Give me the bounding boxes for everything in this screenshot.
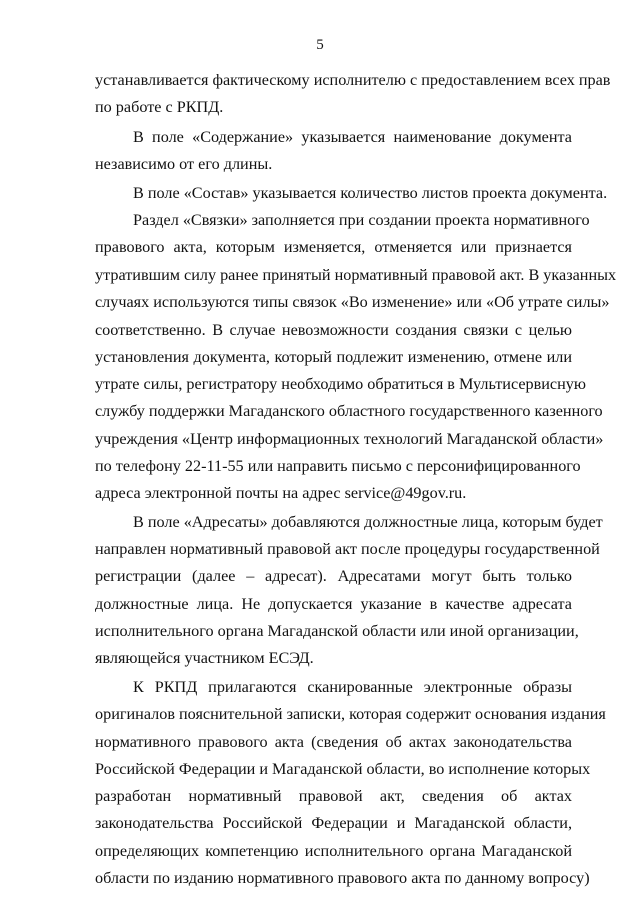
text-line: независимо от его длины. <box>95 155 273 173</box>
text-line: направлен нормативный правовой акт после процедуры государственной <box>95 540 600 558</box>
text-line: должностные лица. Не допускается указание в качестве адресата <box>95 595 572 613</box>
text-line: случаях используются типы связок «Во изменение» или «Об утрате силы» <box>95 293 610 311</box>
text-line: области по изданию нормативного правового акта по данному вопросу) <box>95 869 590 887</box>
text-line: установления документа, который подлежит изменению, отмене или <box>95 348 572 366</box>
text-line: учреждения «Центр информационных технологий Магаданской области» <box>95 430 604 448</box>
text-line: службу поддержки Магаданского областного государственного казенного <box>95 402 603 420</box>
text-line: Российской Федерации и Магаданской области, во исполнение которых <box>95 760 591 778</box>
text-line: устанавливается фактическому исполнителю с предоставлением всех прав <box>95 71 611 89</box>
text-line: законодательства Российской Федерации и Магаданской области, <box>95 814 572 832</box>
text-line: являющейся участником ЕСЭД. <box>95 649 314 667</box>
page-number: 5 <box>316 37 324 53</box>
text-line: адреса электронной почты на адрес service@49gov.ru. <box>95 484 467 502</box>
text-line: утратившим силу ранее принятый нормативный правовой акт. В указанных <box>95 266 617 284</box>
paragraph-first-line: В поле «Адресаты» добавляются должностные лица, которым будет <box>133 513 603 531</box>
paragraph-first-line: В поле «Состав» указывается количество листов проекта документа. <box>133 184 608 202</box>
text-line: исполнительного органа Магаданской области или иной организации, <box>95 622 579 640</box>
text-line: нормативного правового акта (сведения об актах законодательства <box>95 733 572 751</box>
paragraph-first-line: В поле «Содержание» указывается наименование документа <box>133 128 572 146</box>
text-line: регистрации (далее – адресат). Адресатами могут быть только <box>95 567 572 585</box>
paragraph-first-line: К РКПД прилагаются сканированные электронные образы <box>133 678 572 696</box>
text-line: разработан нормативный правовой акт, сведения об актах <box>95 787 572 805</box>
text-line: соответственно. В случае невозможности создания связки с целью <box>95 321 572 339</box>
text-line: по телефону 22-11-55 или направить письмо с персонифицированного <box>95 457 581 475</box>
text-line: определяющих компетенцию исполнительного органа Магаданской <box>95 842 572 860</box>
paragraph-first-line: Раздел «Связки» заполняется при создании проекта нормативного <box>133 211 590 229</box>
text-line: правового акта, которым изменяется, отменяется или признается <box>95 238 572 256</box>
text-line: по работе с РКПД. <box>95 98 224 116</box>
text-line: оригиналов пояснительной записки, которая содержит основания издания <box>95 705 606 723</box>
text-line: утрате силы, регистратору необходимо обратиться в Мультисервисную <box>95 375 586 393</box>
